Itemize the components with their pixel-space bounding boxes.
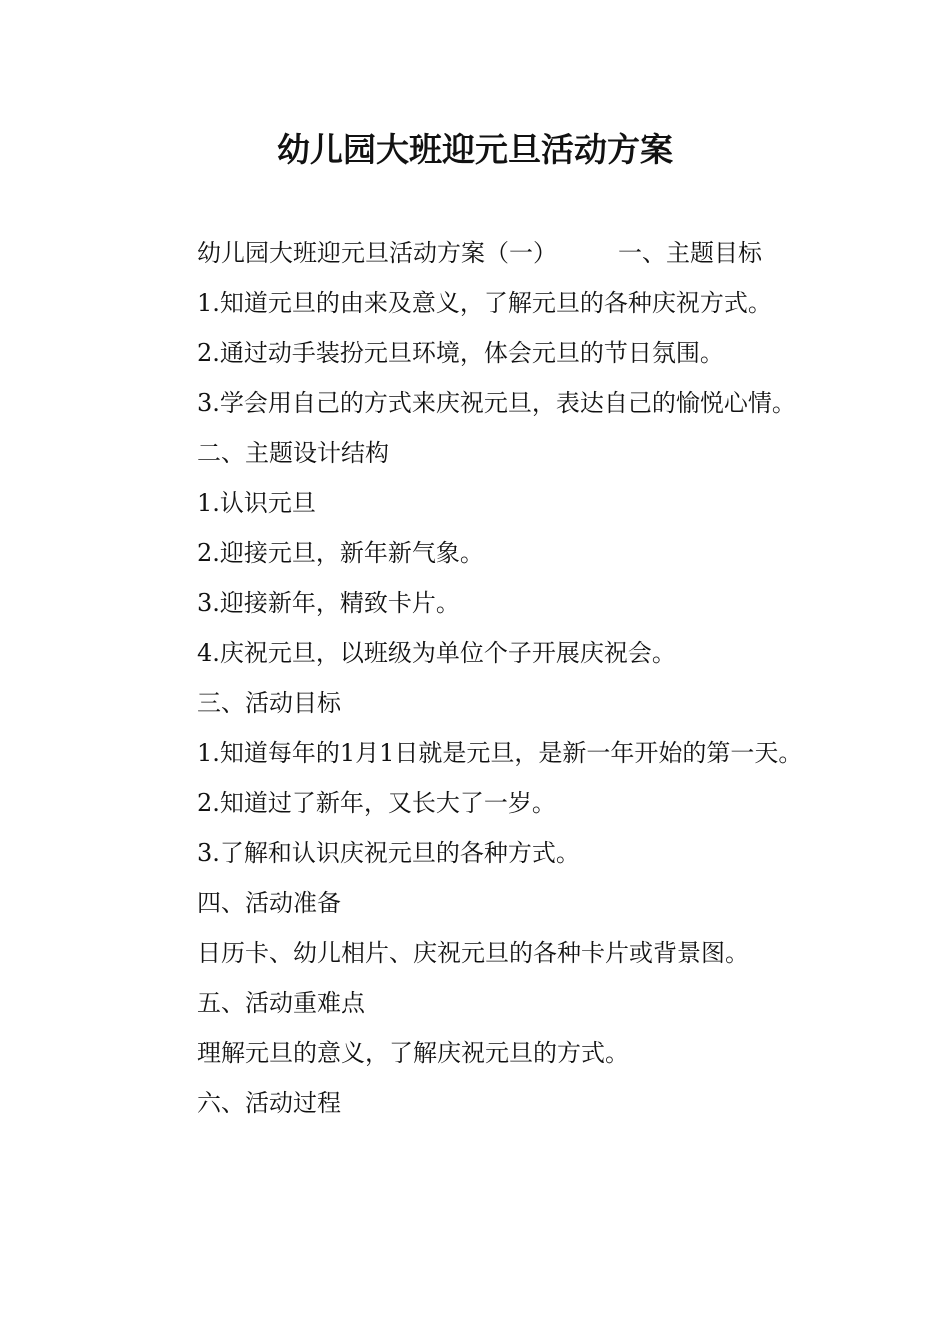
- paragraph: 3.学会用自己的方式来庆祝元旦，表达自己的愉悦心情。: [197, 389, 796, 417]
- section-heading: 五、活动重难点: [197, 989, 365, 1017]
- paragraph: 幼儿园大班迎元旦活动方案（一） 一、主题目标: [197, 239, 763, 267]
- paragraph: 理解元旦的意义，了解庆祝元旦的方式。: [197, 1039, 629, 1067]
- paragraph: 1.认识元旦: [197, 489, 316, 517]
- paragraph: 3.迎接新年，精致卡片。: [197, 589, 460, 617]
- paragraph: 3.了解和认识庆祝元旦的各种方式。: [197, 839, 580, 867]
- paragraph: 2.通过动手装扮元旦环境，体会元旦的节日氛围。: [197, 339, 724, 367]
- document-title: 幼儿园大班迎元旦活动方案: [277, 130, 673, 169]
- section-heading: 三、活动目标: [197, 689, 341, 717]
- section-heading: 六、活动过程: [197, 1089, 341, 1117]
- paragraph: 4.庆祝元旦，以班级为单位个子开展庆祝会。: [197, 639, 676, 667]
- paragraph: 2.知道过了新年，又长大了一岁。: [197, 789, 556, 817]
- document-body: [145, 228, 810, 1128]
- paragraph: 1.知道元旦的由来及意义，了解元旦的各种庆祝方式。: [197, 289, 772, 317]
- section-heading: 二、主题设计结构: [197, 439, 389, 467]
- paragraph: 1.知道每年的1月1日就是元旦，是新一年开始的第一天。: [197, 739, 803, 767]
- paragraph: 日历卡、幼儿相片、庆祝元旦的各种卡片或背景图。: [197, 939, 749, 967]
- section-heading: 四、活动准备: [197, 889, 341, 917]
- paragraph: 2.迎接元旦，新年新气象。: [197, 539, 484, 567]
